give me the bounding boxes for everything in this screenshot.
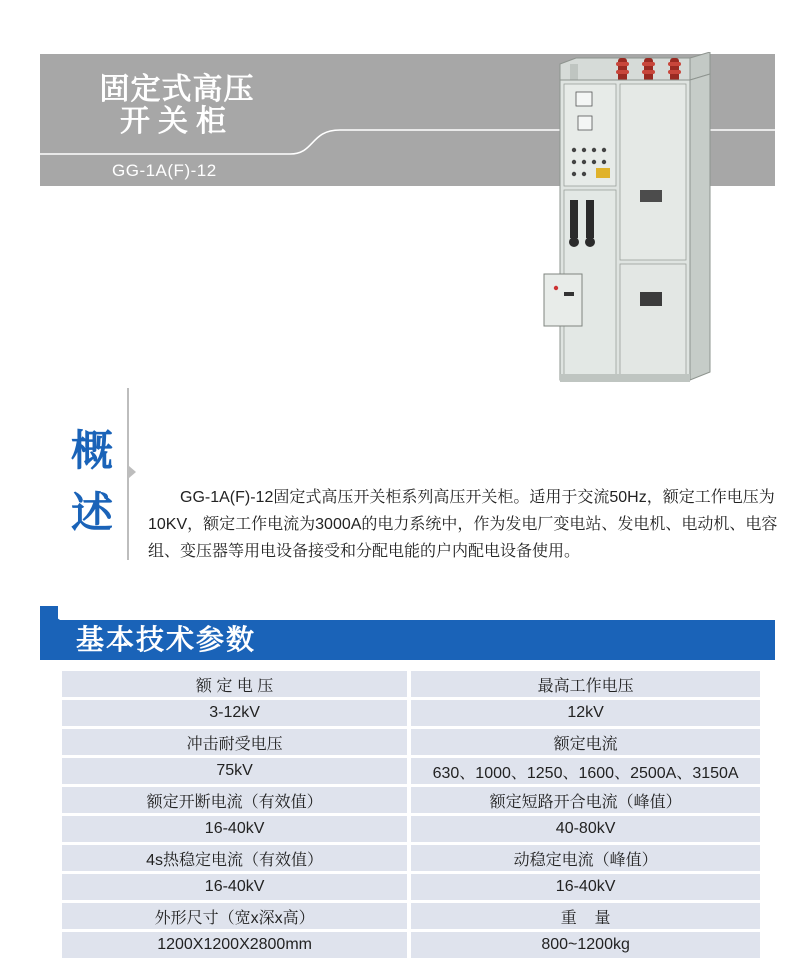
- table-cell: 16-40kV: [411, 874, 760, 900]
- overview-heading-char2: 述: [70, 489, 113, 536]
- table-cell: 额定电流: [411, 729, 760, 755]
- table-cell: 40-80kV: [411, 816, 760, 842]
- table-row: [62, 758, 760, 784]
- table-cell: 75kV: [62, 758, 407, 784]
- table-cell: 12kV: [411, 700, 760, 726]
- table-cell: 800~1200kg: [411, 932, 760, 958]
- overview-heading-char1: 概: [70, 427, 113, 474]
- product-title-line2: 开关柜: [120, 105, 234, 138]
- table-row: [62, 729, 760, 755]
- product-title: [82, 74, 272, 138]
- table-row: [62, 816, 760, 842]
- table-cell: 额定短路开合电流（峰值）: [411, 787, 760, 813]
- table-cell: 重 量: [411, 903, 760, 929]
- overview-heading: [66, 420, 118, 544]
- switchgear-cabinet-image: [540, 52, 740, 397]
- table-cell: 16-40kV: [62, 874, 407, 900]
- overview-text: GG-1A(F)-12固定式高压开关柜系列高压开关柜。适用于交流50Hz，额定工作电压为10KV，额定工作电流为3000A的电力系统中，作为发电厂变电站、发电机、电动机、电容组、变压器等用电设备接受和分配电能的户内配电设备使用。: [148, 489, 778, 560]
- table-row: [62, 903, 760, 929]
- table-row: [62, 671, 760, 697]
- table-row: [62, 932, 760, 958]
- table-row: [62, 874, 760, 900]
- product-title-line1: 固定式高压: [99, 73, 255, 106]
- table-row: [62, 845, 760, 871]
- table-cell: 动稳定电流（峰值）: [411, 845, 760, 871]
- table-cell: 冲击耐受电压: [62, 729, 407, 755]
- table-cell: 16-40kV: [62, 816, 407, 842]
- table-cell: 额 定 电 压: [62, 671, 407, 697]
- params-table: [58, 668, 764, 961]
- params-table-wrapper: [62, 668, 762, 961]
- product-model: GG-1A(F)-12: [112, 161, 217, 180]
- params-header-tab-slope: [40, 606, 60, 620]
- table-cell: 额定开断电流（有效值）: [62, 787, 407, 813]
- overview-divider-arrow-icon: [129, 466, 136, 478]
- table-row: [62, 787, 760, 813]
- table-cell: 最高工作电压: [411, 671, 760, 697]
- table-cell: 3-12kV: [62, 700, 407, 726]
- table-cell: 1200X1200X2800mm: [62, 932, 407, 958]
- params-title: 基本技术参数: [76, 624, 257, 655]
- table-cell: 外形尺寸（宽x深x高）: [62, 903, 407, 929]
- table-cell: 630、1000、1250、1600、2500A、3150A: [411, 758, 760, 784]
- table-cell: 4s热稳定电流（有效值）: [62, 845, 407, 871]
- table-row: [62, 700, 760, 726]
